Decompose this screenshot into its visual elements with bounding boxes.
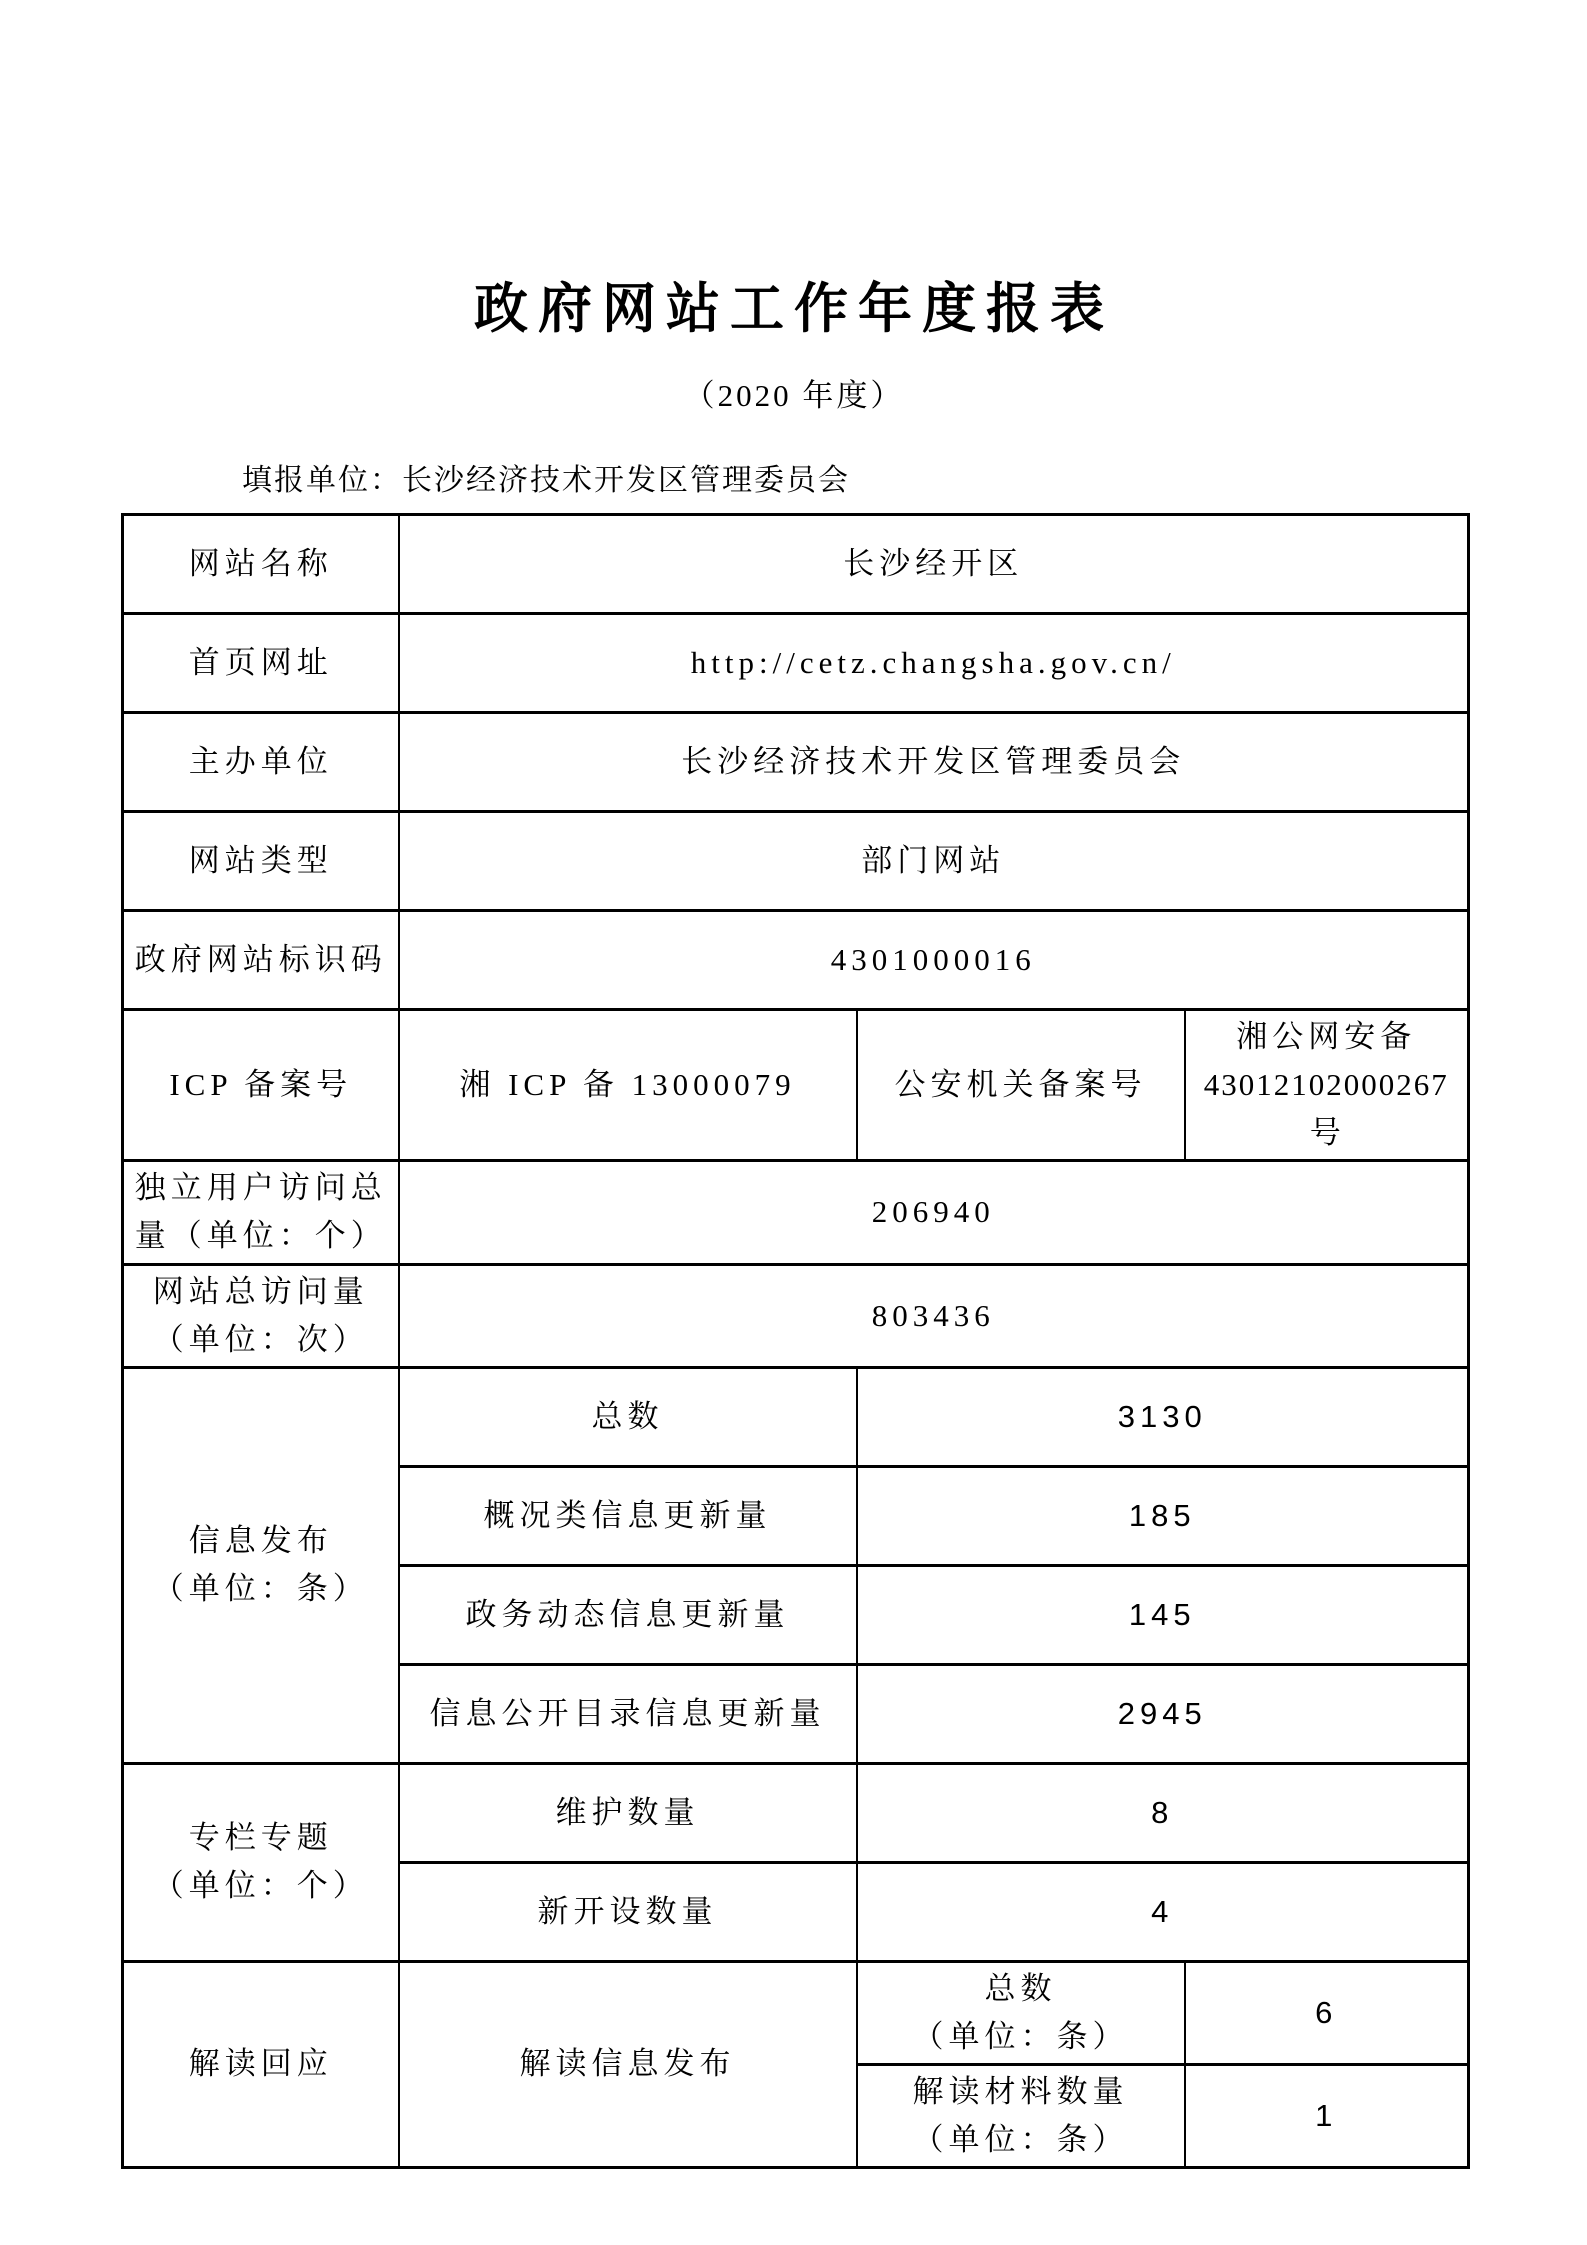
cell-directory-updates-value: 2945	[857, 1664, 1469, 1763]
cell-columns-maintained-value: 8	[857, 1763, 1469, 1862]
document-content	[121, 0, 1467, 2169]
cell-info-publish-total-label: 总数	[399, 1367, 857, 1466]
row-site-code	[123, 911, 1469, 1010]
interpretation-total-label-line2: （单位：条）	[912, 2018, 1129, 2054]
cell-site-name-label: 网站名称	[123, 515, 399, 614]
interpretation-total-label-line1: 总数	[984, 1970, 1057, 2006]
reporting-unit-line	[121, 460, 1467, 502]
cell-homepage-url: http://cetz.changsha.gov.cn/	[399, 614, 1469, 713]
total-visits-label-line2: （单位：次）	[152, 1321, 369, 1357]
row-total-visits	[123, 1264, 1469, 1367]
cell-site-code-label: 政府网站标识码	[123, 911, 399, 1010]
interpretation-materials-label-line2: （单位：条）	[912, 2121, 1129, 2157]
cell-interpretation-total-value: 6	[1185, 1961, 1469, 2064]
cell-info-publish-section-label	[123, 1367, 399, 1763]
cell-police-filing-value	[1185, 1010, 1469, 1161]
total-visits-label-line1: 网站总访问量	[152, 1273, 369, 1309]
cell-columns-maintained-label: 维护数量	[399, 1763, 857, 1862]
special-columns-label-line2: （单位：个）	[152, 1868, 369, 1904]
cell-homepage-label: 首页网址	[123, 614, 399, 713]
cell-gov-news-updates-label: 政务动态信息更新量	[399, 1565, 857, 1664]
cell-gov-news-updates-value: 145	[857, 1565, 1469, 1664]
row-organizer	[123, 713, 1469, 812]
police-filing-value-line2: 43012102000267 号	[1203, 1067, 1449, 1151]
cell-columns-new-value: 4	[857, 1862, 1469, 1961]
reporting-unit-label: 填报单位：	[242, 464, 402, 498]
row-interpretation-total	[123, 1961, 1469, 2064]
cell-site-type-label: 网站类型	[123, 812, 399, 911]
reporting-unit-value: 长沙经济技术开发区管理委员会	[402, 464, 850, 498]
cell-total-visits-value: 803436	[399, 1264, 1469, 1367]
row-icp	[123, 1010, 1469, 1161]
cell-interpretation-materials-label	[857, 2064, 1185, 2167]
cell-police-filing-label: 公安机关备案号	[857, 1010, 1185, 1161]
page-subtitle: （2020 年度）	[683, 378, 905, 413]
row-site-type	[123, 812, 1469, 911]
cell-organizer-label: 主办单位	[123, 713, 399, 812]
cell-special-columns-section-label	[123, 1763, 399, 1961]
cell-interpretation-materials-value: 1	[1185, 2064, 1469, 2167]
cell-site-name-value: 长沙经开区	[399, 515, 1469, 614]
cell-columns-new-label: 新开设数量	[399, 1862, 857, 1961]
cell-icp-value: 湘 ICP 备 13000079	[399, 1010, 857, 1161]
cell-overview-updates-label: 概况类信息更新量	[399, 1466, 857, 1565]
cell-unique-visitors-value: 206940	[399, 1161, 1469, 1264]
cell-interpretation-sub-label: 解读信息发布	[399, 1961, 857, 2167]
info-publish-label-line1: 信息发布	[188, 1523, 333, 1559]
row-unique-visitors	[123, 1161, 1469, 1264]
cell-unique-visitors-label	[123, 1161, 399, 1264]
info-publish-label-line2: （单位：条）	[152, 1571, 369, 1607]
row-homepage	[123, 614, 1469, 713]
cell-icp-label: ICP 备案号	[123, 1010, 399, 1161]
row-columns-maintained	[123, 1763, 1469, 1862]
row-info-publish-total	[123, 1367, 1469, 1466]
cell-interpretation-total-label	[857, 1961, 1185, 2064]
cell-total-visits-label	[123, 1264, 399, 1367]
cell-site-type-value: 部门网站	[399, 812, 1469, 911]
row-site-name	[123, 515, 1469, 614]
cell-interpretation-section-label: 解读回应	[123, 1961, 399, 2167]
cell-directory-updates-label: 信息公开目录信息更新量	[399, 1664, 857, 1763]
unique-visitors-label-line2: 量（单位：个）	[134, 1218, 387, 1254]
cell-info-publish-total-value: 3130	[857, 1367, 1469, 1466]
cell-overview-updates-value: 185	[857, 1466, 1469, 1565]
unique-visitors-label-line1: 独立用户访问总	[134, 1170, 387, 1206]
page-title: 政府网站工作年度报表	[474, 279, 1114, 339]
report-table	[121, 513, 1470, 2169]
cell-site-code-value: 4301000016	[399, 911, 1469, 1010]
police-filing-value-line1: 湘公网安备	[1236, 1019, 1417, 1055]
special-columns-label-line1: 专栏专题	[188, 1820, 333, 1856]
cell-organizer-value: 长沙经济技术开发区管理委员会	[399, 713, 1469, 812]
interpretation-materials-label-line1: 解读材料数量	[912, 2073, 1129, 2109]
